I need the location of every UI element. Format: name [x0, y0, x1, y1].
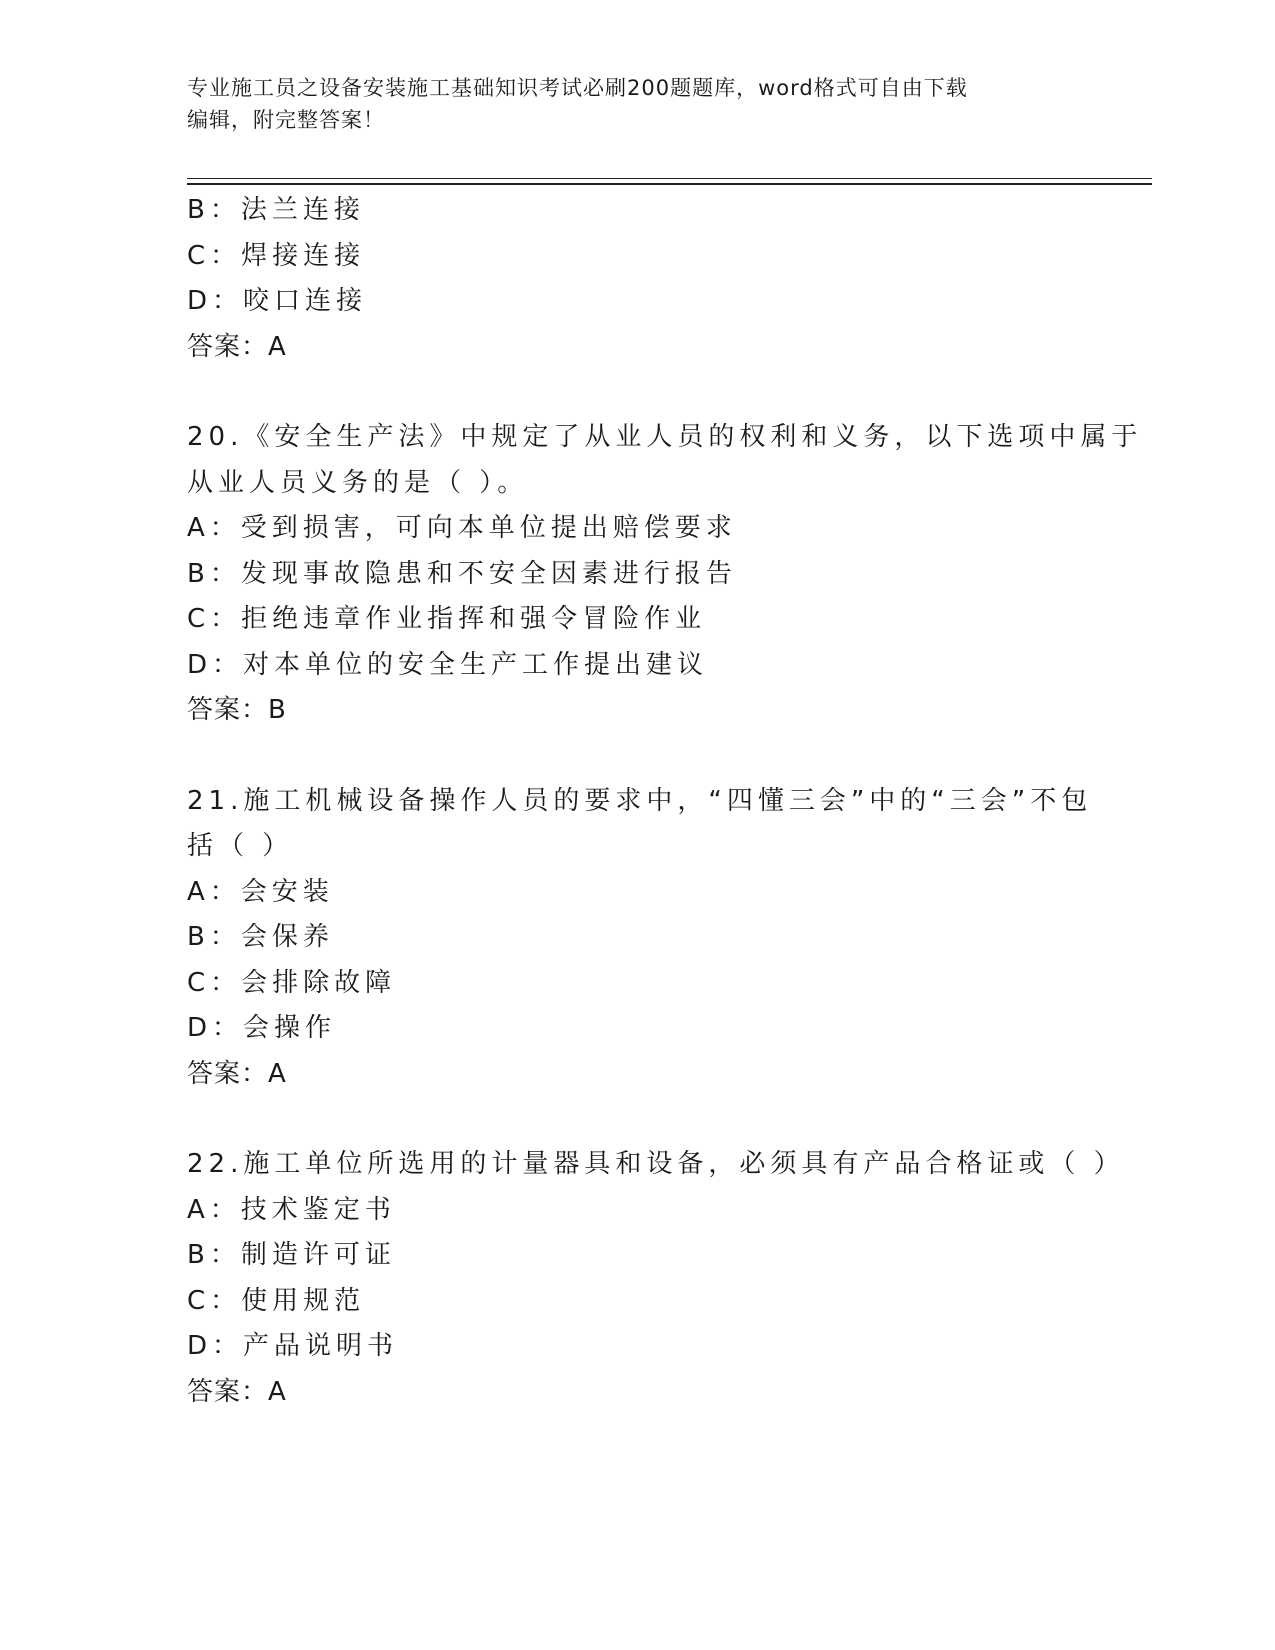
option-a: A：受到损害，可向本单位提出赔偿要求 — [187, 513, 737, 543]
option-c: C：使用规范 — [187, 1285, 366, 1316]
question-text-line: 22.施工单位所选用的计量器具和设备，必须具有产品合格证或（ ） — [187, 1149, 1125, 1179]
question-text-line: 21.施工机械设备操作人员的要求中，“四懂三会”中的“三会”不包 — [187, 785, 1093, 816]
header-divider-thin — [187, 178, 1152, 179]
option-d: D：产品说明书 — [187, 1331, 399, 1361]
answer-line: 答案：A — [187, 1376, 287, 1407]
question-20 — [187, 415, 1143, 734]
option-b: B：制造许可证 — [187, 1240, 396, 1270]
option-d: D：咬口连接 — [187, 286, 368, 316]
header-line-2: 编辑，附完整答案！ — [187, 108, 385, 132]
option-a: A：技术鉴定书 — [187, 1194, 396, 1225]
answer-line: 答案：A — [187, 1058, 287, 1089]
option-b: B：会保养 — [187, 922, 334, 952]
option-d: D：会操作 — [187, 1013, 337, 1043]
answer-line: 答案：A — [187, 331, 287, 362]
option-c: C：拒绝违章作业指挥和强令冒险作业 — [187, 604, 707, 634]
option-a: A：会安装 — [187, 876, 334, 907]
question-text-line: 20.《安全生产法》中规定了从业人员的权利和义务，以下选项中属于 — [187, 422, 1143, 452]
option-b: B：法兰连接 — [187, 195, 365, 225]
document-header — [187, 72, 1087, 136]
option-d: D：对本单位的安全生产工作提出建议 — [187, 649, 709, 680]
option-b: B：发现事故隐患和不安全因素进行报告 — [187, 558, 737, 589]
answer-line: 答案：B — [187, 695, 287, 725]
question-text-line: 括（ ） — [187, 831, 294, 861]
header-divider-thick — [187, 183, 1152, 185]
document-body — [187, 188, 1143, 1460]
header-line-1: 专业施工员之设备安装施工基础知识考试必刷200题题库，word格式可自由下载 — [187, 76, 968, 100]
question-21 — [187, 779, 1107, 1098]
question-22 — [187, 1142, 1125, 1415]
option-c: C：焊接连接 — [187, 240, 366, 271]
prev-question-block — [187, 188, 1107, 370]
question-text-line: 从业人员义务的是（ ）。 — [187, 467, 529, 498]
option-c: C：会排除故障 — [187, 967, 397, 998]
